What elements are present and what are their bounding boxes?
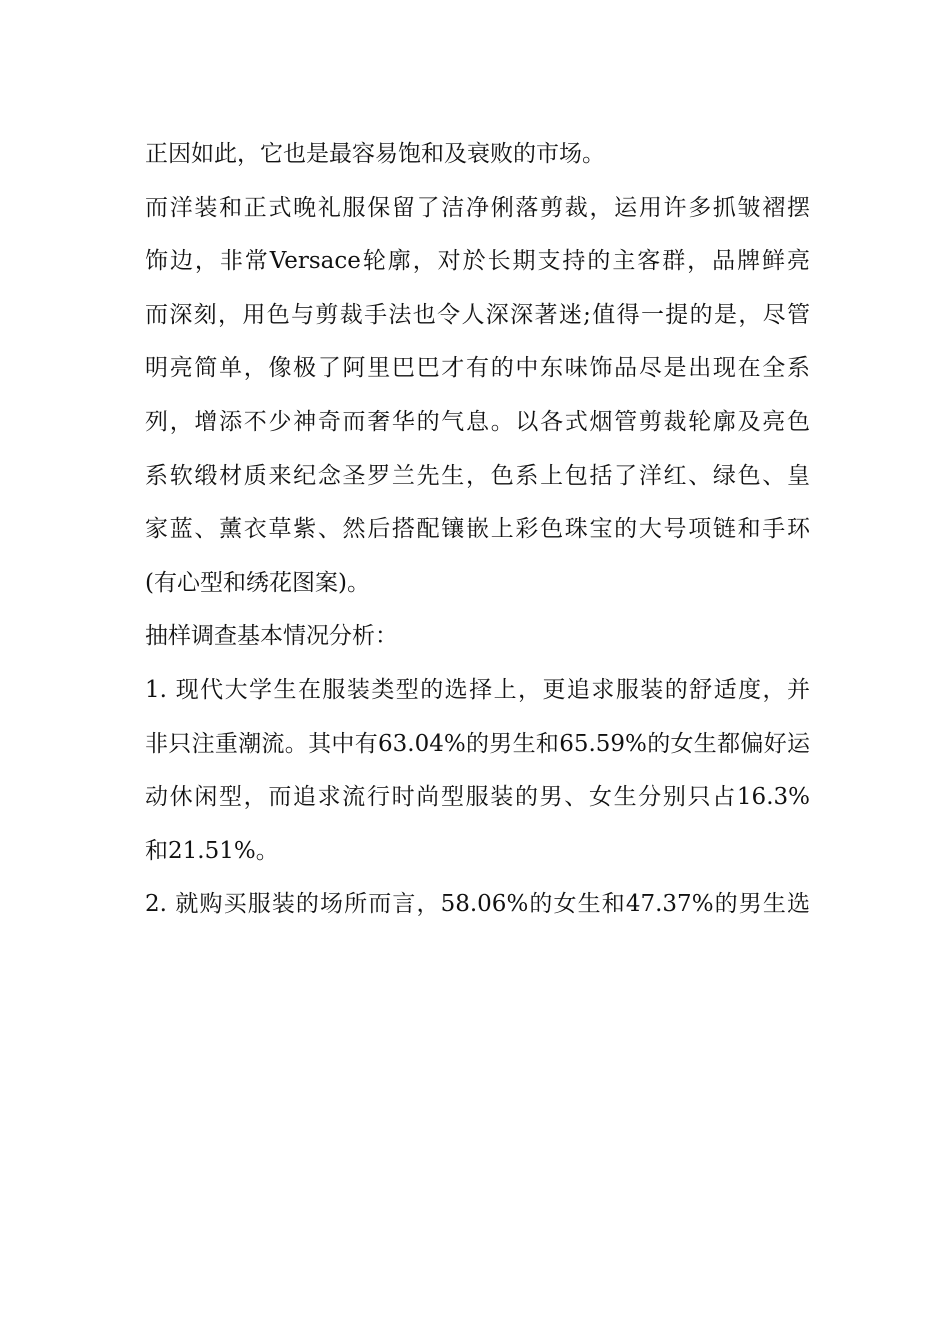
list-item-1-line-1: 1. 现代大学生在服装类型的选择上，更追求服装的舒适度，并 xyxy=(145,676,810,703)
list-item-2-line-1: 2. 就购买服装的场所而言，58.06%的女生和47.37%的男生选 xyxy=(145,891,810,918)
text-line-4: 而深刻，用色与剪裁手法也令人深深著迷;值得一提的是，尽管 xyxy=(145,301,810,328)
list-item-1-line-3: 动休闲型，而追求流行时尚型服装的男、女生分别只占16.3% xyxy=(145,784,810,811)
list-item-1-line-2: 非只注重潮流。其中有63.04%的男生和65.59%的女生都偏好运 xyxy=(145,730,810,757)
text-line-6: 列，增添不少神奇而奢华的气息。以各式烟管剪裁轮廓及亮色 xyxy=(145,408,810,435)
section-heading: 抽样调查基本情况分析： xyxy=(145,623,398,650)
text-line-7: 系软缎材质来纪念圣罗兰先生，色系上包括了洋红、绿色、皇 xyxy=(145,462,810,489)
text-line-9: (有心型和绣花图案)。 xyxy=(145,569,370,596)
text-line-3: 饰边，非常Versace轮廓，对於长期支持的主客群，品牌鲜亮 xyxy=(145,248,810,275)
text-line-2: 而洋装和正式晚礼服保留了洁净俐落剪裁，运用许多抓皱褶摆 xyxy=(145,194,810,221)
body-text xyxy=(145,128,810,932)
text-line-5: 明亮简单，像极了阿里巴巴才有的中东味饰品尽是出现在全系 xyxy=(145,355,810,382)
text-line-8: 家蓝、薰衣草紫、然后搭配镶嵌上彩色珠宝的大号项链和手环 xyxy=(145,516,810,543)
text-line-1: 正因如此，它也是最容易饱和及衰败的市场。 xyxy=(145,141,605,167)
list-item-1-line-4: 和21.51%。 xyxy=(145,837,279,864)
